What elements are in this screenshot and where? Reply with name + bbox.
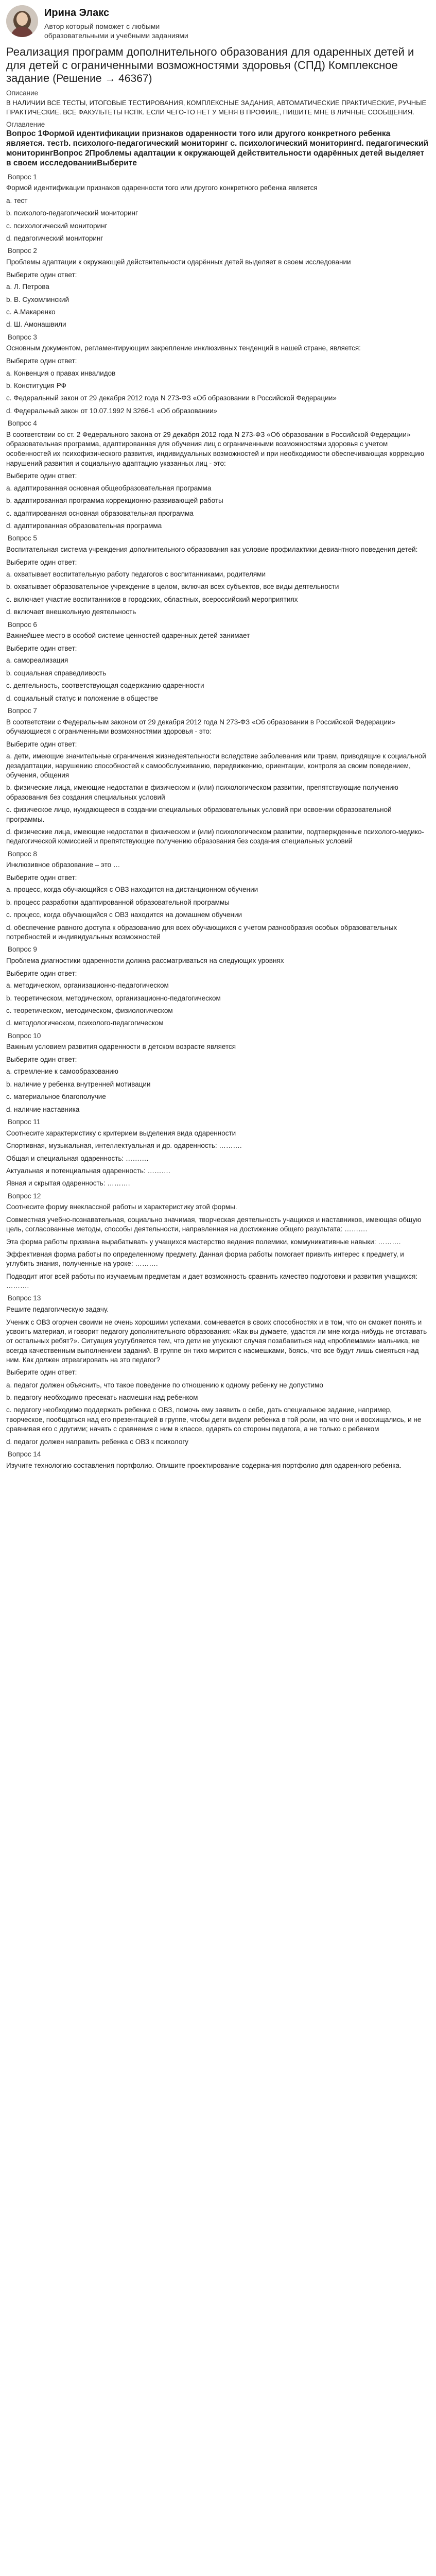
answer-prompt: Выберите один ответ: — [6, 357, 77, 365]
answer-option: Совместная учебно-познавательная, социально значимая, творческая деятельность учащихся и наставников, имеющая общую цель, согласованные методы, способы деятельности, направленная на достижение общего результата: ………. — [6, 1215, 422, 1233]
answer-option: a. дети, имеющие значительные ограничения жизнедеятельности вследствие заболевания или травм, приводящие к социальной дезадаптации, нарушению способностей к самообслуживанию, передвижению, ориентации, контроля за своим поведением, обучения, общения — [6, 752, 426, 779]
answer-option: Подводит итог всей работы по изучаемым предметам и дает возможность сравнить качество подготовки и развития учащихся: ………. — [6, 1272, 418, 1290]
author-description: Автор который поможет с любыми образовательными и учебными заданиями — [44, 22, 188, 40]
question-block — [6, 173, 430, 244]
answer-prompt: Выберите один ответ: — [6, 873, 77, 882]
question-block — [6, 1450, 430, 1470]
answer-option: a. Конвенция о правах инвалидов — [6, 369, 116, 377]
question-number: Вопрос 9 — [8, 945, 37, 954]
question-text: Соотнесите характеристику с критерием выделения вида одаренности — [6, 1129, 236, 1137]
answer-option: a. методическом, организационно-педагогическом — [6, 981, 169, 990]
author-header — [6, 0, 430, 44]
question-text: Проблема диагностики одаренности должна рассматриваться на следующих уровнях — [6, 956, 284, 964]
answer-option: b. педагогу необходимо пресекать насмешки над ребенком — [6, 1394, 198, 1402]
avatar-photo-icon — [6, 5, 38, 37]
answer-option: b. процесс разработки адаптированной образовательной программы — [6, 898, 230, 906]
answer-prompt: Выберите один ответ: — [6, 644, 77, 652]
question-number: Вопрос 8 — [8, 850, 37, 858]
answer-option: c. А.Макаренко — [6, 308, 56, 316]
answer-option: d. Федеральный закон от 10.07.1992 N 3266-1 «Об образовании» — [6, 406, 218, 415]
answer-option: Общая и специальная одаренность: ………. — [6, 1154, 149, 1162]
answer-prompt: Выберите один ответ: — [6, 270, 77, 279]
answer-option: d. наличие наставника — [6, 1105, 80, 1113]
answer-option: a. тест — [6, 197, 28, 205]
answer-option: c. Федеральный закон от 29 декабря 2012 года N 273-ФЗ «Об образовании в Российской Федерации» — [6, 394, 337, 402]
questions-list — [6, 173, 430, 1470]
question-text: В соответствии со ст. 2 Федерального закона от 29 декабря 2012 года N 273-ФЗ «Об образовании в Российской Федерации» образовательная программа, адаптированная для обучения лиц с ограниченными возможностями здоровья с учетом особенностей их психофизического развития, индивидуальных возможностей и при необходимости обеспечивающая коррекцию нарушений развития и социальную адаптацию указанных лиц - это: — [6, 430, 425, 467]
question-number: Вопрос 2 — [8, 247, 37, 255]
question-number: Вопрос 7 — [8, 706, 37, 715]
question-number: Вопрос 10 — [8, 1031, 41, 1040]
answer-option: d. социальный статус и положение в обществе — [6, 694, 159, 702]
question-block — [6, 1031, 430, 1114]
author-name[interactable]: Ирина Элакс — [44, 7, 110, 19]
question-block — [6, 945, 430, 1028]
question-number: Вопрос 3 — [8, 333, 37, 341]
answer-option: a. процесс, когда обучающийся с ОВЗ находится на дистанционном обучении — [6, 886, 258, 894]
document-solution-id: (Решение → 46367) — [53, 73, 152, 85]
answer-option: Явная и скрытая одаренность: ………. — [6, 1179, 130, 1188]
answer-option: d. включает внешкольную деятельность — [6, 608, 136, 616]
question-text: Важнейшее место в особой системе ценностей одаренных детей занимает — [6, 632, 250, 640]
answer-prompt: Выберите один ответ: — [6, 740, 77, 748]
question-text: Проблемы адаптации к окружающей действительности одарённых детей выделяет в своем исследовании — [6, 258, 351, 266]
author-info — [44, 5, 199, 40]
question-text: Изучите технологию составления портфолио. Опишите проектирование содержания портфолио для одаренного ребенка. — [6, 1461, 402, 1469]
answer-option: a. самореализация — [6, 656, 68, 665]
question-block — [6, 419, 430, 531]
question-number: Вопрос 5 — [8, 534, 37, 543]
question-block — [6, 333, 430, 416]
question-block — [6, 850, 430, 942]
answer-option: d. адаптированная образовательная программа — [6, 521, 162, 530]
question-block — [6, 1294, 430, 1447]
answer-option: a. охватывает воспитательную работу педагогов с воспитанниками, родителями — [6, 570, 266, 579]
toc-text: Вопрос 1Формой идентификации признаков одаренности того или другого конкретного ребенка является. тестb. психолого-педагогический мониторинг c. психологический мониторингd. педагогический мониторингВопрос 2Проблемы адаптации к окружающей действительности одарённых детей выделяет в своем исследованииВыберите — [6, 129, 429, 167]
answer-option: c. процесс, когда обучающийся с ОВЗ находится на домашнем обучении — [6, 911, 242, 919]
answer-option: Актуальная и потенциальная одаренность: ………. — [6, 1166, 170, 1175]
document-title-text: Реализация программ дополнительного образования для одаренных детей и для детей с ограниченными возможностями здоровья (СПД) Комплексное задание — [6, 45, 414, 85]
question-number: Вопрос 14 — [8, 1450, 41, 1458]
question-number: Вопрос 4 — [8, 419, 37, 428]
answer-option: Ученик с ОВЗ огорчен своими не очень хорошими успехами, сомневается в своих способностях и в том, что он сможет понять и усвоить материал, и говорит педагогу дополнительного образования: «Как вы думаете, удастся ли мне когда-нибудь не отставать от остальных ребят?». Ситуация усугубляется тем, что дети не упускают случая позабавиться над «проблемами» мальчика, не всегда качественным выполнением заданий. В группе он тихо мирится с насмешками, боясь, что все будут лишь смеяться над ним. Как должен отреагировать на это педагог? — [6, 1318, 427, 1364]
answer-option: b. психолого-педагогический мониторинг — [6, 209, 138, 217]
answer-option: c. материальное благополучие — [6, 1093, 106, 1101]
answer-option: a. педагог должен объяснить, что такое поведение по отношению к одному ребенку не допустимо — [6, 1381, 323, 1389]
answer-option: Эта форма работы призвана вырабатывать у учащихся мастерство ведения полемики, коммуникативные навыки: ………. — [6, 1238, 401, 1246]
answer-option: d. педагог должен направить ребенка с ОВЗ к психологу — [6, 1437, 189, 1446]
answer-option: b. социальная справедливость — [6, 669, 107, 677]
answer-prompt: Выберите один ответ: — [6, 558, 77, 566]
answer-option: a. адаптированная основная общеобразовательная программа — [6, 484, 212, 492]
answer-option: b. В. Сухомлинский — [6, 295, 69, 303]
answer-option: c. деятельность, соответствующая содержанию одаренности — [6, 682, 204, 690]
question-block — [6, 1117, 430, 1189]
question-number: Вопрос 11 — [8, 1117, 41, 1126]
answer-option: b. физические лица, имеющие недостатки в физическом и (или) психологическом развитии, препятствующие получению образования без создания специальных условий — [6, 784, 398, 801]
answer-option: b. теоретическом, методическом, организационно-педагогическом — [6, 994, 221, 1002]
question-block — [6, 706, 430, 846]
question-number: Вопрос 6 — [8, 620, 37, 629]
question-block — [6, 534, 430, 617]
answer-option: Эффективная форма работы по определенному предмету. Данная форма работы помогает привить интерес к предмету, и углубить знания, полученные на уроке: ………. — [6, 1250, 404, 1268]
answer-option: d. педагогический мониторинг — [6, 234, 103, 243]
answer-option: b. охватывает образовательное учреждение в целом, включая всех субъектов, все виды деятельности — [6, 583, 339, 591]
answer-option: d. обеспечение равного доступа к образованию для всех обучающихся с учетом разнообразия особых образовательных потребностей и индивидуальных возможностей — [6, 923, 397, 941]
question-text: Инклюзивное образование – это … — [6, 861, 120, 869]
answer-prompt: Выберите один ответ: — [6, 472, 77, 480]
question-block — [6, 1192, 430, 1291]
answer-option: Выберите один ответ: — [6, 1368, 77, 1377]
answer-option: c. педагогу необходимо поддержать ребенка с ОВЗ, помочь ему заявить о себе, дать специальное задание, например, творческое, пообщаться над его презентацией в группе, чтобы дети видели ребенка в той роли, на что они и восхищались, и не сравнивая его с другими; начать с сравнения с ним в классе, одарять со стороны педагога, а не только с ребенком — [6, 1406, 422, 1433]
question-number: Вопрос 13 — [8, 1294, 41, 1302]
answer-option: b. Конституция РФ — [6, 381, 66, 389]
question-text: Важным условием развития одаренности в детском возрасте является — [6, 1043, 236, 1051]
answer-option: c. физическое лицо, нуждающееся в создании специальных образовательных условий при освоении образовательной программы. — [6, 806, 392, 823]
answer-option: a. Л. Петрова — [6, 283, 49, 291]
question-block — [6, 246, 430, 329]
question-block — [6, 620, 430, 703]
answer-option: d. Ш. Амонашвили — [6, 320, 66, 329]
author-avatar[interactable] — [6, 5, 38, 37]
answer-option: d. методологическом, психолого-педагогическом — [6, 1019, 164, 1027]
question-text: Формой идентификации признаков одаренности того или другого конкретного ребенка является — [6, 184, 318, 192]
question-text: Воспитательная система учреждения дополнительного образования как условие профилактики девиантного поведения детей: — [6, 545, 418, 553]
question-text: В соответствии с Федеральным законом от 29 декабря 2012 года N 273-ФЗ «Об образовании в Российской Федерации» обучающиеся с ограниченными возможностями здоровья - это: — [6, 718, 396, 736]
question-text: Соотнесите форму внеклассной работы и характеристику этой формы. — [6, 1203, 237, 1211]
question-text: Решите педагогическую задачу. — [6, 1305, 109, 1313]
description-label: Описание — [6, 89, 39, 97]
question-number: Вопрос 12 — [8, 1192, 41, 1200]
answer-option: a. стремление к самообразованию — [6, 1067, 118, 1076]
answer-option: Спортивная, музыкальная, интеллектуальная и др. одаренность: ………. — [6, 1142, 242, 1150]
answer-prompt: Выберите один ответ: — [6, 1055, 77, 1063]
document-title — [6, 45, 430, 86]
answer-option: d. физические лица, имеющие недостатки в физическом и (или) психологическом развитии, подтвержденные психолого-медико-педагогической комиссией и препятствующие получению образования без создания специальных условий — [6, 827, 424, 845]
answer-option: c. адаптированная основная образовательная программа — [6, 509, 194, 517]
question-number: Вопрос 1 — [8, 173, 37, 181]
question-text: Основным документом, регламентирующим закрепление инклюзивных тенденций в нашей стране, является: — [6, 344, 361, 352]
answer-option: b. адаптированная программа коррекционно-развивающей работы — [6, 497, 223, 505]
answer-option: c. психологический мониторинг — [6, 222, 108, 230]
description-text: В НАЛИЧИИ ВСЕ ТЕСТЫ, ИТОГОВЫЕ ТЕСТИРОВАНИЯ, КОМПЛЕКСНЫЕ ЗАДАНИЯ, АВТОМАТИЧЕСКИЕ ПРАКТИЧЕСКИЕ, РУЧНЫЕ ПРАКТИЧЕСКИЕ. ВСЕ ФАКУЛЬТЕТЫ НСПК. ЕСЛИ ЧЕГО-ТО НЕТ У МЕНЯ В ПРОФИЛЕ, ПИШИТЕ МНЕ В ЛИЧНЫЕ СООБЩЕНИЯ. — [6, 98, 427, 116]
answer-option: c. включает участие воспитанников в городских, областных, всероссийский мероприятиях — [6, 595, 298, 603]
toc-label: Оглавление — [6, 120, 45, 128]
answer-option: b. наличие у ребенка внутренней мотивации — [6, 1080, 151, 1088]
answer-option: c. теоретическом, методическом, физиологическом — [6, 1006, 173, 1014]
answer-prompt: Выберите один ответ: — [6, 969, 77, 977]
